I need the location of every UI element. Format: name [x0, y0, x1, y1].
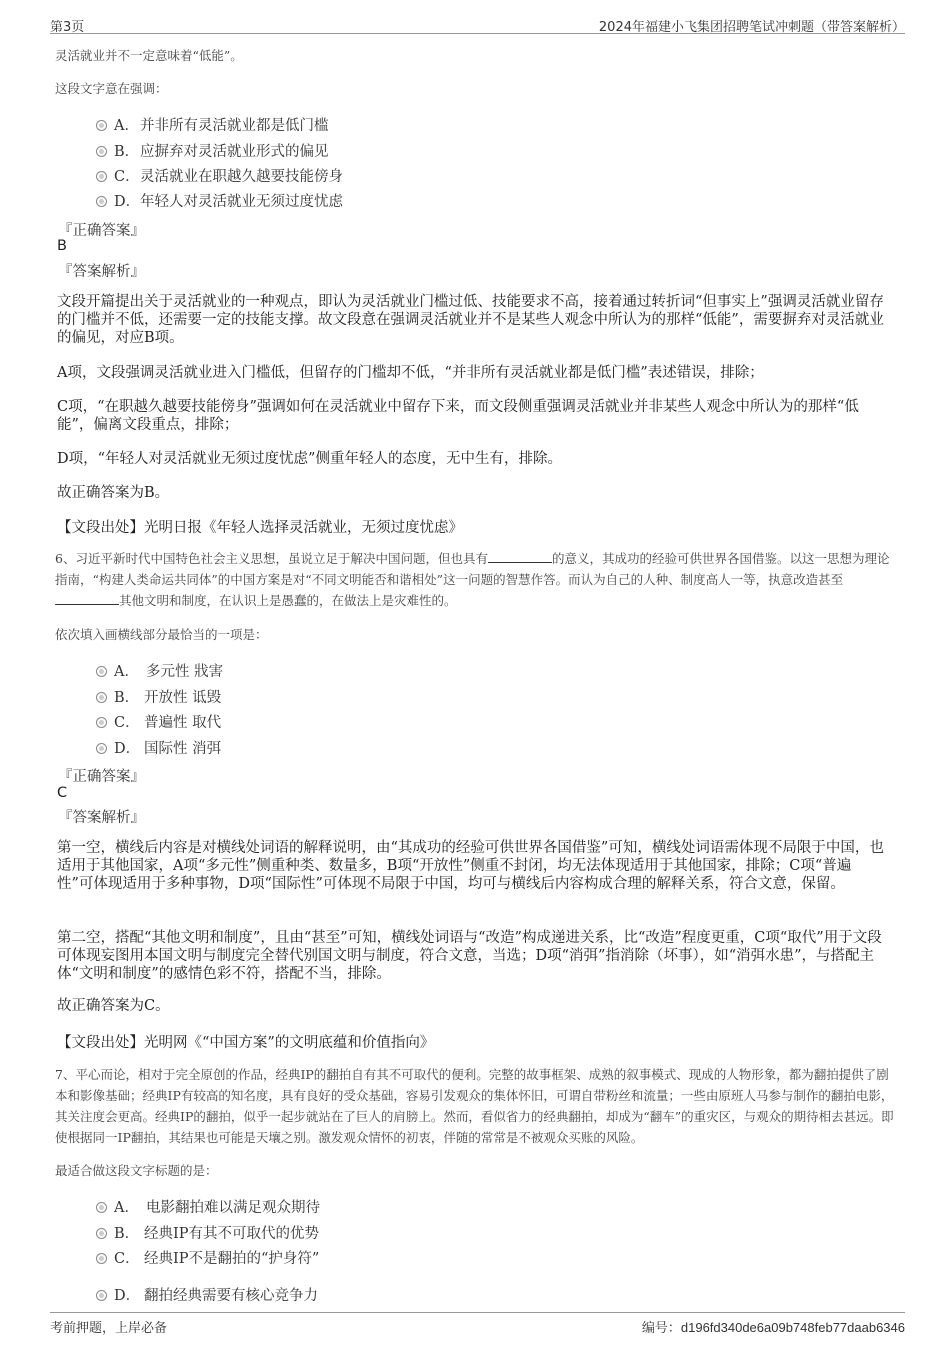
q5-prompt: 这段文字意在强调：: [55, 81, 168, 96]
footer-slogan: 考前押题，上岸必备: [50, 1321, 168, 1336]
q5-analysis-p5: 故正确答案为B。: [57, 485, 170, 501]
q7-stem: 7、平心而论，相对于完全原创的作品，经典IP的翻拍自有其不可取代的便利。完整的故事框架、成熟的叙事模式、现成的人物形象，都为翻拍提供了剧本和影像基础；经典IP有较高的知名度，具有良好的受众基础，容易引发观众的集体怀旧，可谓自带粉丝和流量；一些由原班人马参与制作的翻拍电影，其关注度会更高。经典IP的翻拍，似乎一起步就站在了巨人的肩膀上。然而，看似省力的经典翻拍，却成为“翻车”的重灾区，与观众的期待相去甚远。即使根据同一IP翻拍，其结果也可能是天壤之别。激发观众情怀的初衷，伴随的常常是不被观众买账的风险。: [55, 1067, 894, 1145]
radio-icon[interactable]: [96, 1202, 107, 1213]
blank-line-1: [488, 550, 552, 563]
q5-stem-tail: 灵活就业并不一定意味着“低能”。: [55, 48, 243, 63]
page-header: [50, 12, 905, 34]
q5-analysis-label: 『答案解析』: [58, 264, 145, 280]
q5-source: 【文段出处】光明日报《年轻人选择灵活就业，无须过度忧虑》: [57, 520, 463, 536]
radio-icon[interactable]: [96, 666, 107, 677]
radio-icon[interactable]: [96, 1253, 107, 1264]
radio-icon[interactable]: [96, 1290, 107, 1301]
page-footer: [50, 1312, 905, 1336]
q5-analysis-p4: D项，“年轻人对灵活就业无须过度忧虑”侧重年轻人的态度，无中生有，排除。: [57, 451, 562, 467]
radio-icon[interactable]: [96, 1228, 107, 1239]
radio-icon[interactable]: [96, 120, 107, 131]
radio-icon[interactable]: [96, 196, 107, 207]
q5-analysis-p2: A项，文段强调灵活就业进入门槛低，但留存的门槛却不低，“并非所有灵活就业都是低门槛”表述错误，排除；: [57, 365, 764, 381]
q6-analysis-label: 『答案解析』: [58, 810, 145, 826]
q6-answer: C: [57, 785, 68, 801]
q6-analysis-p2: 第二空，搭配“其他文明和制度”，且由“甚至”可知，横线处词语与“改造”构成递进关系，比“改造”程度更重，C项“取代”用于文段可体现妄图用本国文明与制度完全替代别国文明与制度，符合文意，当选；D项“消弭”指消除（坏事），如“消弭水患”，与搭配主体“文明和制度”的感情色彩不符，搭配不当，排除。: [57, 930, 882, 982]
q6-analysis-p1: 第一空，横线后内容是对横线处词语的解释说明，由“其成功的经验可供世界各国借鉴”可知，横线处词语需体现不局限于中国，也适用于其他国家，A项“多元性”侧重种类、数量多，B项“开放性”侧重不封闭，均无法体现适用于其他国家，排除；C项“普遍性”可体现适用于多种事物，D项“国际性”可体现不局限于中国，均可与横线后内容构成合理的解释关系，符合文意，保留。: [57, 840, 884, 892]
radio-icon[interactable]: [96, 743, 107, 754]
q5-analysis-p3: C项，“在职越久越要技能傍身”强调如何在灵活就业中留存下来，而文段侧重强调灵活就业并非某些人观念中所认为的那样“低能”，偏离文段重点，排除；: [57, 399, 859, 433]
radio-icon[interactable]: [96, 692, 107, 703]
q6-analysis-p3: 故正确答案为C。: [57, 998, 170, 1014]
q5-answer: B: [57, 238, 67, 254]
q7-prompt: 最适合做这段文字标题的是：: [55, 1163, 218, 1178]
document-title: 2024年福建小飞集团招聘笔试冲刺题（带答案解析）: [598, 20, 905, 35]
radio-icon[interactable]: [96, 717, 107, 728]
page-number: 第3页: [50, 20, 85, 35]
q6-stem: 6、习近平新时代中国特色社会主义思想，虽说立足于解决中国问题，但也具有 的意义，其成功的经验可供世界各国借鉴。以这一思想为理论指南，“构建人类命运共同体”的中国方案是对“不同文明能否和谐相处”这一问题的智慧作答。而认为自己的人种、制度高人一等，执意改造甚至其他文明和制度，在认识上是愚蠢的，在做法上是灾难性的。: [55, 551, 890, 608]
radio-icon[interactable]: [96, 171, 107, 182]
blank-line-2: [55, 592, 119, 605]
q5-analysis-p1: 文段开篇提出关于灵活就业的一种观点，即认为灵活就业门槛过低、技能要求不高，接着通过转折词“但事实上”强调灵活就业留存的门槛并不低，还需要一定的技能支撑。故文段意在强调灵活就业并不是某些人观念中所认为的那样“低能”，需要摒弃对灵活就业的偏见，对应B项。: [57, 294, 884, 346]
q6-answer-label: 『正确答案』: [58, 769, 145, 785]
radio-icon[interactable]: [96, 146, 107, 157]
document-code: 编号：d196fd340de6a09b748feb77daab6346: [641, 1320, 905, 1336]
q6-source: 【文段出处】光明网《“中国方案”的文明底蕴和价值指向》: [57, 1035, 435, 1051]
q6-prompt: 依次填入画横线部分最恰当的一项是：: [55, 627, 268, 642]
q5-answer-label: 『正确答案』: [58, 223, 145, 239]
